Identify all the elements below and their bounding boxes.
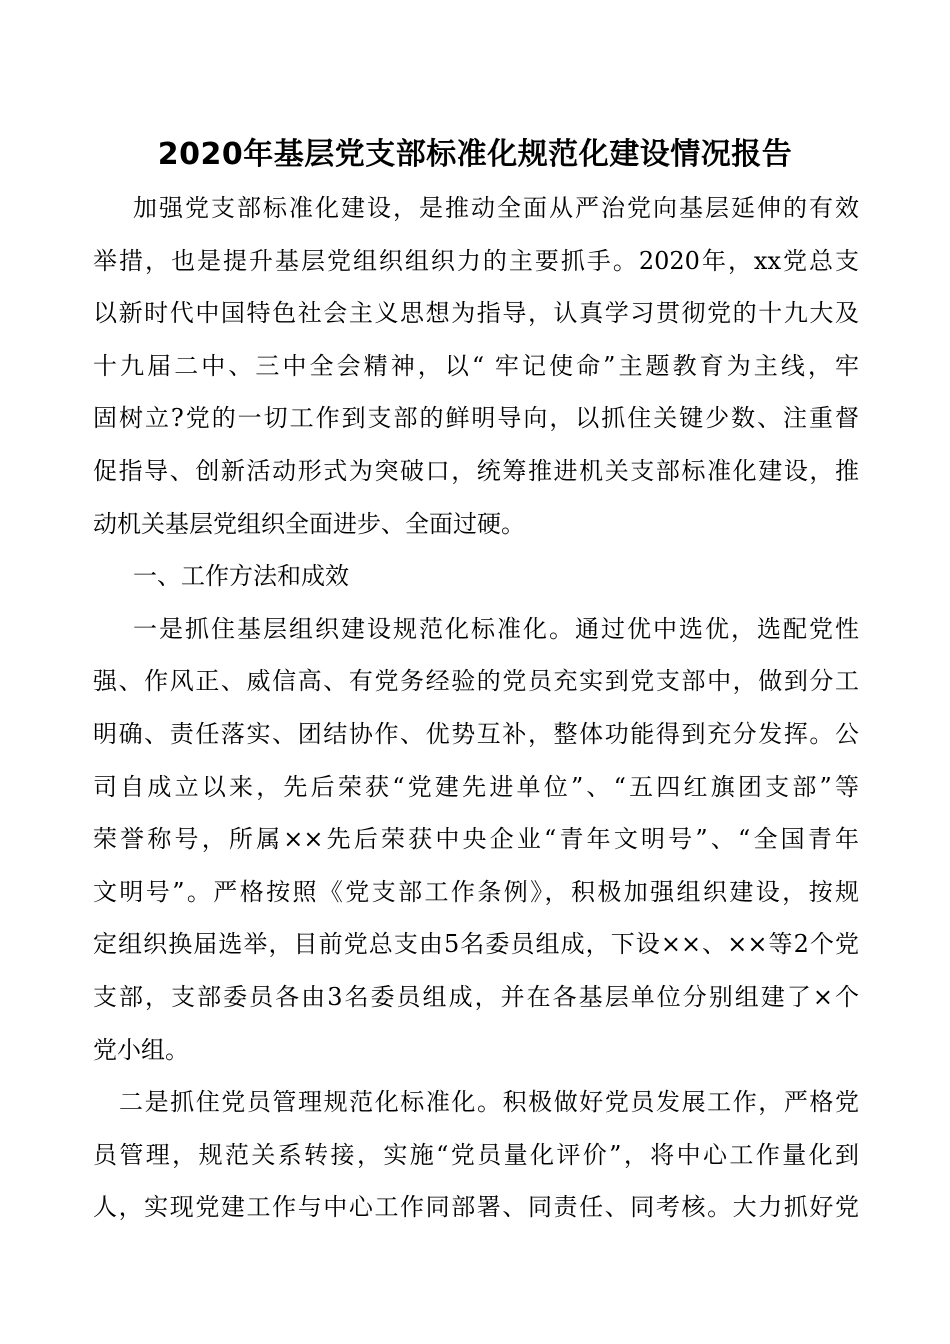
paragraph-line: 十九届二中、三中全会精神，以“ 牢记使命”主题教育为主线，牢 — [93, 351, 859, 380]
page-title: 2020年基层党支部标准化规范化建设情况报告 — [157, 137, 793, 172]
paragraph-line: 荣誉称号，所属××先后荣获中央企业“青年文明号”、“全国青年 — [93, 825, 859, 854]
paragraph-line: 定组织换届选举，目前党总支由5名委员组成，下设××、××等2个党 — [93, 930, 859, 959]
paragraph-line: 人，实现党建工作与中心工作同部署、同责任、同考核。大力抓好党 — [93, 1193, 859, 1222]
paragraph-line: 司自成立以来，先后荣获“党建先进单位”、“五四红旗团支部”等 — [93, 772, 859, 801]
section-heading: 一、工作方法和成效 — [133, 562, 349, 591]
paragraph-line: 二是抓住党员管理规范化标准化。积极做好党员发展工作，严格党 — [119, 1088, 859, 1117]
paragraph-line: 党小组。 — [93, 1035, 189, 1064]
paragraph-line: 举措，也是提升基层党组织组织力的主要抓手。2020年，xx党总支 — [93, 246, 859, 275]
paragraph-line: 固树立?党的一切工作到支部的鲜明导向，以抓住关键少数、注重督 — [93, 404, 859, 433]
document-body — [93, 182, 859, 1234]
paragraph-line: 一是抓住基层组织建设规范化标准化。通过优中选优，选配党性 — [133, 614, 859, 643]
paragraph-line: 强、作风正、威信高、有党务经验的党员充实到党支部中，做到分工 — [93, 667, 859, 696]
paragraph-line: 促指导、创新活动形式为突破口，统筹推进机关支部标准化建设，推 — [93, 456, 859, 485]
paragraph-line: 加强党支部标准化建设，是推动全面从严治党向基层延伸的有效 — [133, 194, 859, 222]
paragraph-line: 支部，支部委员各由3名委员组成，并在各基层单位分别组建了×个 — [93, 982, 859, 1011]
paragraph-line: 明确、责任落实、团结协作、优势互补，整体功能得到充分发挥。公 — [93, 719, 859, 748]
paragraph-line: 员管理，规范关系转接，实施“党员量化评价”，将中心工作量化到 — [93, 1140, 859, 1169]
paragraph-line: 动机关基层党组织全面进步、全面过硬。 — [93, 509, 525, 538]
paragraph-line: 文明号”。严格按照《党支部工作条例》，积极加强组织建设，按规 — [93, 877, 859, 906]
paragraph-line: 以新时代中国特色社会主义思想为指导，认真学习贯彻党的十九大及 — [93, 299, 859, 328]
